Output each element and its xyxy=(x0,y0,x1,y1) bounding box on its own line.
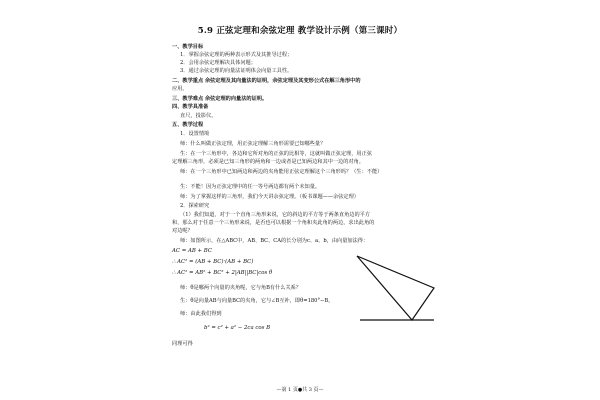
triangle-outline xyxy=(357,256,434,320)
dialogue-teacher-6: 师：由此我们得到 xyxy=(180,311,222,317)
objective-3: 3．通过余弦定理的向量法证明体会向量工具性。 xyxy=(180,68,293,74)
explore-text-1: （1）我们知道，对于一个直角三角形来说，它的斜边的平方等于两条直角边的平方 xyxy=(180,212,371,218)
equation-1: AC = AB + BC xyxy=(172,248,212,254)
page-footer: —第 1 页●共 3 页— xyxy=(276,387,324,393)
objective-1: 1．掌握余弦定理的两种表示形式及其推导过程； xyxy=(180,52,293,58)
dialogue-teacher-3: 师：为了掌握这样的三角形，我们今天讲余弦定理。（板书课题——余弦定理） xyxy=(180,194,359,200)
dialogue-student-3: 生：θ是向量AB与向量BC的夹角，它与∠B互补，即θ=180°−B。 xyxy=(180,298,334,304)
document-title: 5.9 正弦定理和余弦定理 教学设计示例（第三课时） xyxy=(197,26,403,36)
equation-2: ∴ AC² = (AB + BC)·(AB + BC) xyxy=(172,259,254,265)
objective-2: 2．会用余弦定理解决具体问题； xyxy=(180,60,256,66)
section-heading-objectives: 一、教学目标 xyxy=(172,44,204,50)
explore-text-3: 对边呢？ xyxy=(172,228,193,234)
equation-3: ∴ AC² = AB² + BC² + 2|AB||BC|cos θ xyxy=(172,270,273,276)
equation-4: b² = c² + a² − 2ca cos B xyxy=(204,325,271,331)
section-heading-materials: 四、教学具准备 xyxy=(172,104,209,110)
section-heading-key-points: 二、教学重点 余弦定理及其向量法的证明，余弦定理及其变形公式在解三角形中的 xyxy=(172,78,361,84)
dialogue-teacher-1: 师：什么叫做正弦定理，用正弦定理解三角形需要已知哪些量？ xyxy=(180,141,326,147)
dialogue-teacher-4: 师：如图所示，在△ABC中，AB、BC、CA的长分别为c、a、b，由向量加法得： xyxy=(180,238,369,244)
dialogue-teacher-5: 师：θ是哪两个向量的夹角呢，它与角B有什么关系？ xyxy=(180,285,302,291)
closing-line: 同理可得 xyxy=(172,341,193,347)
dialogue-student-1-cont: 定理解三角形，必须是已知三角形的两角和一边或者是已知两边和其中一边的对角。 xyxy=(172,159,364,165)
dialogue-teacher-2: 师：在一个三角形中已知两边和两边的夹角能用正弦定理解这个三角形吗？（生：不能） xyxy=(180,169,383,175)
section-heading-difficulties: 三、教学难点 余弦定理的向量法的证明。 xyxy=(172,96,268,102)
dialogue-student-2: 生：不能！因为正弦定理中的任一等号两边都有两个未知量。 xyxy=(180,184,321,190)
step-2-heading: 2．探索研究 xyxy=(180,203,210,209)
dialogue-student-1: 生：在一个三角形中，各边和它所对角的正弦的比相等，这就叫做正弦定理，用正弦 xyxy=(180,151,372,157)
explore-text-2: 和，那么对于任意一个三角形来说，是否也可以根据一个角和夹此角的两边，求出此角的 xyxy=(172,220,375,226)
materials-text: 直尺，投影仪。 xyxy=(180,113,217,119)
key-points-continued: 应用。 xyxy=(172,86,188,92)
section-heading-process: 五、教学过程 xyxy=(172,122,204,128)
step-1-heading: 1．设置情境 xyxy=(180,131,210,137)
